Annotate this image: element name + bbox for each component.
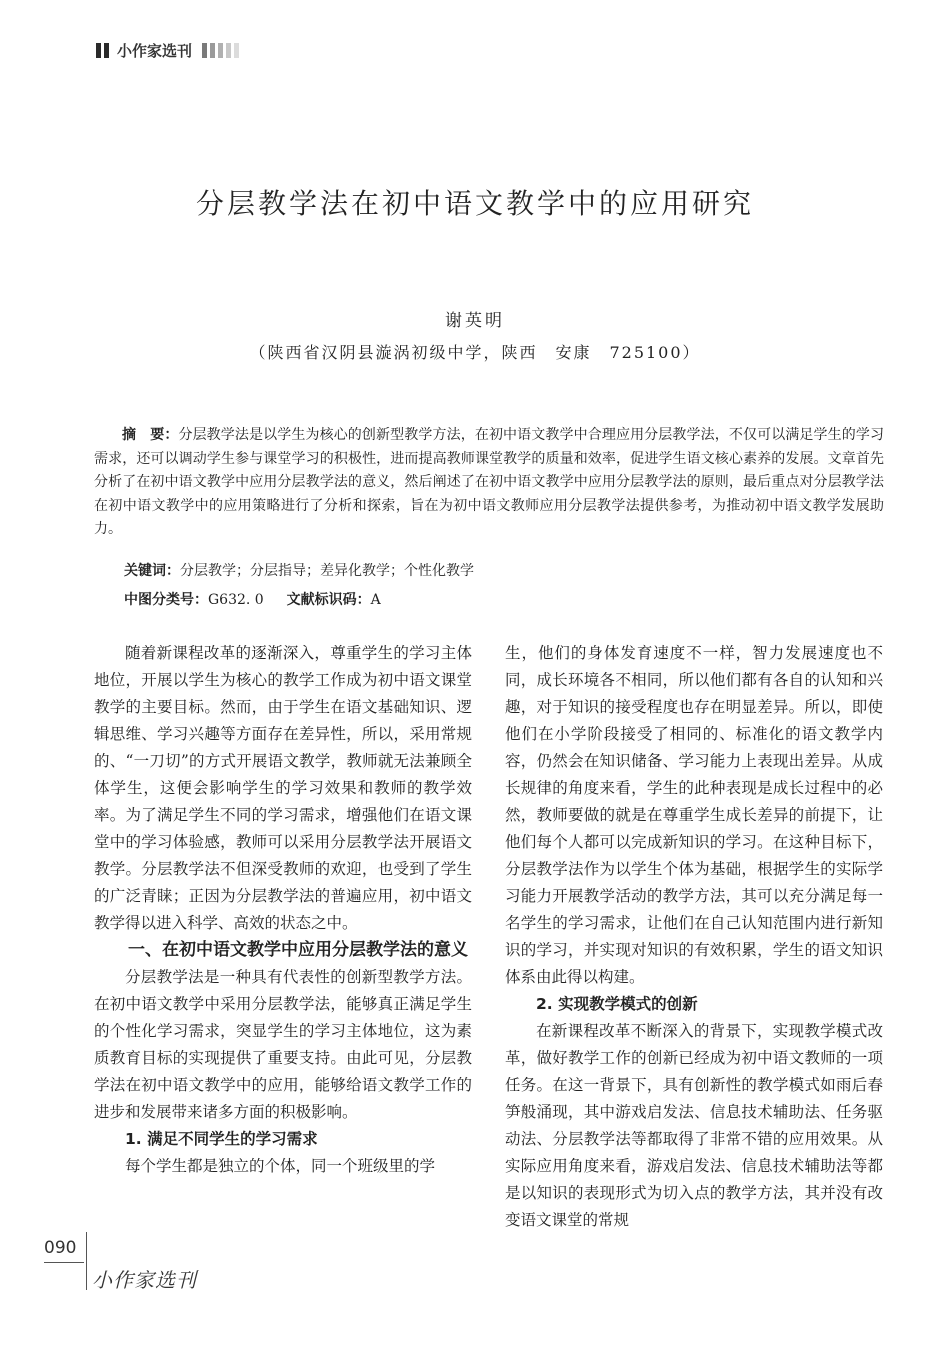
subsection-heading: 2. 实现教学模式的创新 bbox=[536, 995, 698, 1013]
abstract-label: 摘 要： bbox=[122, 427, 179, 443]
author-affiliation: （陕西省汉阴县漩涡初级中学，陕西 安康 725100） bbox=[249, 343, 701, 362]
journal-logo: 小作家选刊 bbox=[92, 1268, 197, 1292]
body-paragraph: 随着新课程改革的逐渐深入，尊重学生的学习主体地位，开展以学生为核心的教学工作成为初中语文课堂教学的主要目标。然而，由于学生在语文基础知识、逻辑思维、学习兴趣等方面存在差异性，所以，采用常规的、“一刀切”的方式开展语文教学，教师就无法兼顾全体学生，这便会影响学生的学习效果和教师的教学效率。为了满足学生不同的学习需求，增强他们在语文课堂中的学习体验感，教师可以采用分层教学法开展语文教学。分层教学法不但深受教师的欢迎，也受到了学生的广泛青睐；正因为分层教学法的普遍应用，初中语文教学得以进入科学、高效的状态之中。 bbox=[94, 644, 472, 932]
footer-vertical-rule bbox=[86, 1232, 87, 1290]
author-name: 谢英明 bbox=[445, 311, 505, 331]
page-number: 090 bbox=[44, 1238, 77, 1258]
body-paragraph: 生，他们的身体发育速度不一样，智力发展速度也不同，成长环境各不相同，所以他们都有各自的认知和兴趣，对于知识的接受程度也存在明显差异。所以，即使他们在小学阶段接受了相同的、标准化的语文教学内容，仍然会在知识储备、学习能力上表现出差异。从成长规律的角度来看，学生的此种表现是成长过程中的必然，教师要做的就是在尊重学生成长差异的前提下，让他们每个人都可以完成新知识的学习。在这种目标下，分层教学法作为以学生个体为基础，根据学生的实际学习能力开展教学活动的教学方法，其可以充分满足每一名学生的学习需求，让他们在自己认知范围内进行新知识的学习，并实现对知识的有效积累，学生的语文知识体系由此得以构建。 bbox=[505, 644, 883, 986]
header-bars-decoration bbox=[96, 43, 109, 58]
clc-label: 中图分类号： bbox=[124, 592, 208, 608]
body-column-left bbox=[94, 640, 472, 1180]
body-column-right bbox=[505, 640, 883, 1234]
journal-name: 小作家选刊 bbox=[117, 41, 193, 60]
journal-header bbox=[96, 40, 239, 60]
article-title: 分层教学法在初中语文教学中的应用研究 bbox=[195, 187, 754, 220]
doc-code-value: A bbox=[370, 592, 381, 608]
keywords-label: 关键词： bbox=[124, 563, 180, 579]
footer-divider bbox=[44, 1262, 84, 1263]
section-heading: 一、在初中语文教学中应用分层教学法的意义 bbox=[128, 940, 468, 960]
keywords bbox=[124, 560, 474, 580]
body-paragraph: 每个学生都是独立的个体，同一个班级里的学 bbox=[125, 1157, 436, 1175]
classification-line bbox=[124, 589, 381, 609]
body-paragraph: 在新课程改革不断深入的背景下，实现教学模式改革，做好教学工作的创新已经成为初中语文教师的一项任务。在这一背景下，具有创新性的教学模式如雨后春笋般涌现，其中游戏启发法、信息技术辅助法、任务驱动法、分层教学法等都取得了非常不错的应用效果。从实际应用角度来看，游戏启发法、信息技术辅助法等都是以知识的表现形式为切入点的教学方法，其并没有改变语文课堂的常规 bbox=[505, 1022, 883, 1229]
abstract bbox=[94, 424, 884, 542]
header-fade-decoration bbox=[202, 43, 239, 58]
clc-value: G632. 0 bbox=[208, 592, 264, 608]
doc-code-label: 文献标识码： bbox=[286, 592, 371, 608]
subsection-heading: 1. 满足不同学生的学习需求 bbox=[125, 1130, 318, 1148]
body-paragraph: 分层教学法是一种具有代表性的创新型教学方法。在初中语文教学中采用分层教学法，能够真正满足学生的个性化学习需求，突显学生的学习主体地位，这为素质教育目标的实现提供了重要支持。由此可见，分层教学法在初中语文教学中的应用，能够给语文教学工作的进步和发展带来诸多方面的积极影响。 bbox=[94, 968, 472, 1121]
abstract-text: 分层教学法是以学生为核心的创新型教学方法，在初中语文教学中合理应用分层教学法，不仅可以满足学生的学习需求，还可以调动学生参与课堂学习的积极性，进而提高教师课堂教学的质量和效率，促进学生语文核心素养的发展。文章首先分析了在初中语文教学中应用分层教学法的意义，然后阐述了在初中语文教学中应用分层教学法的原则，最后重点对分层教学法在初中语文教学中的应用策略进行了分析和探索，旨在为初中语文教师应用分层教学法提供参考，为推动初中语文教学发展助力。 bbox=[94, 427, 884, 537]
keywords-text: 分层教学；分层指导；差异化教学；个性化教学 bbox=[180, 563, 474, 579]
